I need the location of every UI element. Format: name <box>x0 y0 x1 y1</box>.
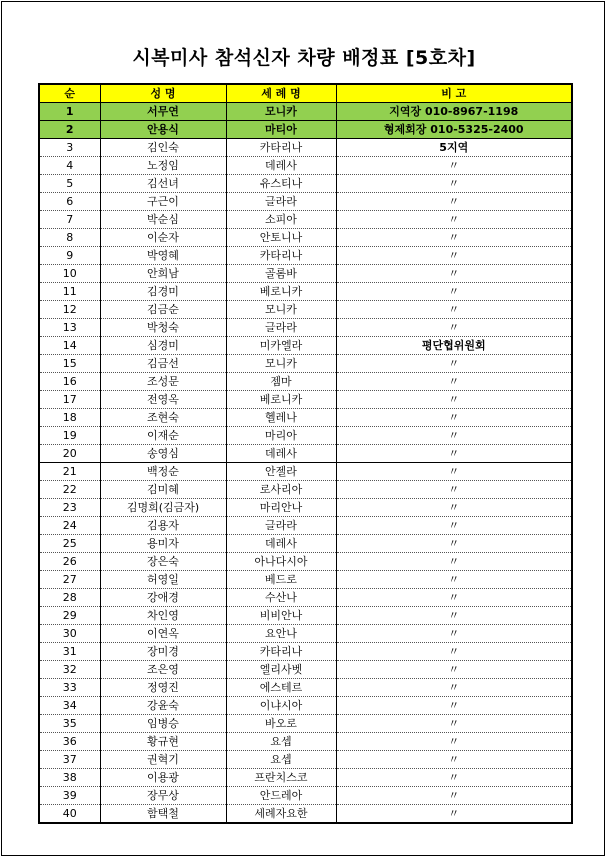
row-baptismal-name: 글라라 <box>226 193 336 211</box>
row-baptismal-name: 헬레나 <box>226 409 336 427</box>
row-baptismal-name: 비비안나 <box>226 607 336 625</box>
table-row <box>39 769 572 787</box>
table-header-row <box>39 84 572 103</box>
row-baptismal-name: 베로니카 <box>226 391 336 409</box>
row-number: 38 <box>39 769 100 787</box>
row-baptismal-name: 골롬바 <box>226 265 336 283</box>
row-number: 11 <box>39 283 100 301</box>
table-row <box>39 571 572 589</box>
row-baptismal-name: 요안나 <box>226 625 336 643</box>
row-name: 이연옥 <box>100 625 226 643</box>
row-note: 〃 <box>336 805 572 824</box>
row-note: 〃 <box>336 355 572 373</box>
row-note: 〃 <box>336 193 572 211</box>
row-note: 〃 <box>336 409 572 427</box>
row-note: 〃 <box>336 445 572 463</box>
row-note: 〃 <box>336 661 572 679</box>
table-row <box>39 517 572 535</box>
table-row <box>39 535 572 553</box>
row-baptismal-name: 데레사 <box>226 445 336 463</box>
row-baptismal-name: 세례자요한 <box>226 805 336 824</box>
row-number: 28 <box>39 589 100 607</box>
table-row <box>39 661 572 679</box>
row-number: 8 <box>39 229 100 247</box>
row-number: 35 <box>39 715 100 733</box>
row-note: 5지역 <box>336 139 572 157</box>
table-row <box>39 157 572 175</box>
row-note: 〃 <box>336 625 572 643</box>
row-name: 차인영 <box>100 607 226 625</box>
row-baptismal-name: 글라라 <box>226 517 336 535</box>
header-baptismal-name: 세 례 명 <box>226 84 336 103</box>
row-number: 33 <box>39 679 100 697</box>
row-number: 29 <box>39 607 100 625</box>
row-note: 〃 <box>336 607 572 625</box>
row-baptismal-name: 마티아 <box>226 121 336 139</box>
row-baptismal-name: 엘리사벳 <box>226 661 336 679</box>
row-name: 백정순 <box>100 463 226 481</box>
row-number: 3 <box>39 139 100 157</box>
row-baptismal-name: 요셉 <box>226 751 336 769</box>
row-note: 〃 <box>336 571 572 589</box>
table-row <box>39 427 572 445</box>
row-number: 22 <box>39 481 100 499</box>
table-row <box>39 679 572 697</box>
table-row <box>39 373 572 391</box>
table-row <box>39 697 572 715</box>
table-row <box>39 103 572 121</box>
row-number: 2 <box>39 121 100 139</box>
row-number: 24 <box>39 517 100 535</box>
row-baptismal-name: 카타리나 <box>226 139 336 157</box>
row-number: 7 <box>39 211 100 229</box>
row-note: 형제회장 010-5325-2400 <box>336 121 572 139</box>
row-note: 〃 <box>336 391 572 409</box>
row-note: 〃 <box>336 679 572 697</box>
row-number: 36 <box>39 733 100 751</box>
header-note: 비 고 <box>336 84 572 103</box>
row-note: 〃 <box>336 733 572 751</box>
row-note: 〃 <box>336 481 572 499</box>
row-baptismal-name: 미카엘라 <box>226 337 336 355</box>
row-name: 허영일 <box>100 571 226 589</box>
table-row <box>39 715 572 733</box>
row-baptismal-name: 안토니나 <box>226 229 336 247</box>
row-name: 조현숙 <box>100 409 226 427</box>
row-number: 5 <box>39 175 100 193</box>
row-note: 〃 <box>336 265 572 283</box>
row-name: 함택철 <box>100 805 226 824</box>
table-row <box>39 121 572 139</box>
row-name: 임병승 <box>100 715 226 733</box>
row-number: 39 <box>39 787 100 805</box>
row-number: 1 <box>39 103 100 121</box>
table-row <box>39 445 572 463</box>
row-note: 〃 <box>336 229 572 247</box>
row-note: 〃 <box>336 751 572 769</box>
table-row <box>39 643 572 661</box>
row-name: 박순심 <box>100 211 226 229</box>
row-number: 4 <box>39 157 100 175</box>
row-baptismal-name: 모니카 <box>226 103 336 121</box>
row-number: 26 <box>39 553 100 571</box>
table-row <box>39 553 572 571</box>
row-name: 김금순 <box>100 301 226 319</box>
table-row <box>39 409 572 427</box>
row-note: 평단협위원회 <box>336 337 572 355</box>
row-name: 강애경 <box>100 589 226 607</box>
row-note: 〃 <box>336 463 572 481</box>
table-row <box>39 193 572 211</box>
row-baptismal-name: 베로니카 <box>226 283 336 301</box>
row-number: 15 <box>39 355 100 373</box>
table-row <box>39 265 572 283</box>
row-name: 노정임 <box>100 157 226 175</box>
row-note: 〃 <box>336 427 572 445</box>
table-row <box>39 355 572 373</box>
table-row <box>39 175 572 193</box>
table-row <box>39 247 572 265</box>
row-name: 김명희(김금자) <box>100 499 226 517</box>
row-number: 30 <box>39 625 100 643</box>
row-note: 〃 <box>336 319 572 337</box>
row-note: 〃 <box>336 211 572 229</box>
row-baptismal-name: 이냐시아 <box>226 697 336 715</box>
row-number: 27 <box>39 571 100 589</box>
row-name: 장은숙 <box>100 553 226 571</box>
row-number: 14 <box>39 337 100 355</box>
row-name: 조성문 <box>100 373 226 391</box>
row-note: 〃 <box>336 553 572 571</box>
table-row <box>39 301 572 319</box>
row-name: 김경미 <box>100 283 226 301</box>
table-row <box>39 625 572 643</box>
row-baptismal-name: 바오로 <box>226 715 336 733</box>
row-name: 김미혜 <box>100 481 226 499</box>
row-name: 이재순 <box>100 427 226 445</box>
table-row <box>39 463 572 481</box>
document-page <box>1 1 605 856</box>
row-baptismal-name: 베드로 <box>226 571 336 589</box>
header-name: 성 명 <box>100 84 226 103</box>
row-name: 김선녀 <box>100 175 226 193</box>
row-note: 〃 <box>336 175 572 193</box>
table-row <box>39 787 572 805</box>
table-row <box>39 139 572 157</box>
table-row <box>39 589 572 607</box>
row-note: 〃 <box>336 535 572 553</box>
row-baptismal-name: 모니카 <box>226 301 336 319</box>
row-number: 31 <box>39 643 100 661</box>
row-note: 〃 <box>336 769 572 787</box>
row-name: 장미경 <box>100 643 226 661</box>
row-note: 〃 <box>336 499 572 517</box>
row-name: 이용광 <box>100 769 226 787</box>
row-number: 18 <box>39 409 100 427</box>
table-row <box>39 607 572 625</box>
row-note: 〃 <box>336 373 572 391</box>
row-name: 용미자 <box>100 535 226 553</box>
row-name: 김용자 <box>100 517 226 535</box>
row-baptismal-name: 모니카 <box>226 355 336 373</box>
row-name: 김인숙 <box>100 139 226 157</box>
row-baptismal-name: 소피아 <box>226 211 336 229</box>
row-number: 9 <box>39 247 100 265</box>
row-name: 송영심 <box>100 445 226 463</box>
row-baptismal-name: 카타리나 <box>226 643 336 661</box>
row-baptismal-name: 유스티나 <box>226 175 336 193</box>
row-number: 37 <box>39 751 100 769</box>
row-note: 〃 <box>336 715 572 733</box>
table-row <box>39 751 572 769</box>
row-name: 박청숙 <box>100 319 226 337</box>
row-name: 정영진 <box>100 679 226 697</box>
row-name: 권혁기 <box>100 751 226 769</box>
row-note: 〃 <box>336 589 572 607</box>
row-number: 13 <box>39 319 100 337</box>
row-number: 16 <box>39 373 100 391</box>
row-name: 서무연 <box>100 103 226 121</box>
row-baptismal-name: 마리안나 <box>226 499 336 517</box>
header-number: 순 <box>39 84 100 103</box>
row-baptismal-name: 카타리나 <box>226 247 336 265</box>
table-row <box>39 733 572 751</box>
row-note: 〃 <box>336 643 572 661</box>
row-name: 장무상 <box>100 787 226 805</box>
row-number: 34 <box>39 697 100 715</box>
row-baptismal-name: 프란치스코 <box>226 769 336 787</box>
row-name: 이순자 <box>100 229 226 247</box>
row-baptismal-name: 요셉 <box>226 733 336 751</box>
row-name: 심경미 <box>100 337 226 355</box>
table-row <box>39 337 572 355</box>
row-note: 〃 <box>336 247 572 265</box>
row-baptismal-name: 데레사 <box>226 535 336 553</box>
row-name: 박영혜 <box>100 247 226 265</box>
row-baptismal-name: 안젤라 <box>226 463 336 481</box>
table-row <box>39 805 572 824</box>
table-row <box>39 211 572 229</box>
row-baptismal-name: 마리아 <box>226 427 336 445</box>
row-baptismal-name: 수산나 <box>226 589 336 607</box>
row-baptismal-name: 아나다시아 <box>226 553 336 571</box>
row-number: 12 <box>39 301 100 319</box>
table-row <box>39 499 572 517</box>
row-number: 17 <box>39 391 100 409</box>
row-number: 25 <box>39 535 100 553</box>
row-note: 〃 <box>336 301 572 319</box>
row-name: 조은영 <box>100 661 226 679</box>
row-name: 전영옥 <box>100 391 226 409</box>
row-baptismal-name: 데레사 <box>226 157 336 175</box>
row-note: 〃 <box>336 157 572 175</box>
row-note: 〃 <box>336 787 572 805</box>
row-baptismal-name: 안드레아 <box>226 787 336 805</box>
row-name: 황규현 <box>100 733 226 751</box>
row-number: 40 <box>39 805 100 824</box>
row-baptismal-name: 글라라 <box>226 319 336 337</box>
row-number: 23 <box>39 499 100 517</box>
page-title: 시복미사 참석신자 차량 배정표 [5호차] <box>132 47 476 69</box>
row-number: 19 <box>39 427 100 445</box>
row-note: 〃 <box>336 517 572 535</box>
row-note: 〃 <box>336 697 572 715</box>
row-name: 안희남 <box>100 265 226 283</box>
table-row <box>39 283 572 301</box>
row-name: 구근이 <box>100 193 226 211</box>
table-row <box>39 391 572 409</box>
vehicle-assignment-table <box>38 83 573 824</box>
row-baptismal-name: 젬마 <box>226 373 336 391</box>
row-number: 21 <box>39 463 100 481</box>
table-row <box>39 319 572 337</box>
row-baptismal-name: 로사리아 <box>226 481 336 499</box>
row-number: 20 <box>39 445 100 463</box>
row-name: 안용식 <box>100 121 226 139</box>
row-number: 10 <box>39 265 100 283</box>
table-row <box>39 229 572 247</box>
row-note: 〃 <box>336 283 572 301</box>
row-note: 지역장 010-8967-1198 <box>336 103 572 121</box>
row-name: 김금선 <box>100 355 226 373</box>
row-name: 강윤숙 <box>100 697 226 715</box>
table-row <box>39 481 572 499</box>
row-baptismal-name: 에스테르 <box>226 679 336 697</box>
row-number: 6 <box>39 193 100 211</box>
row-number: 32 <box>39 661 100 679</box>
